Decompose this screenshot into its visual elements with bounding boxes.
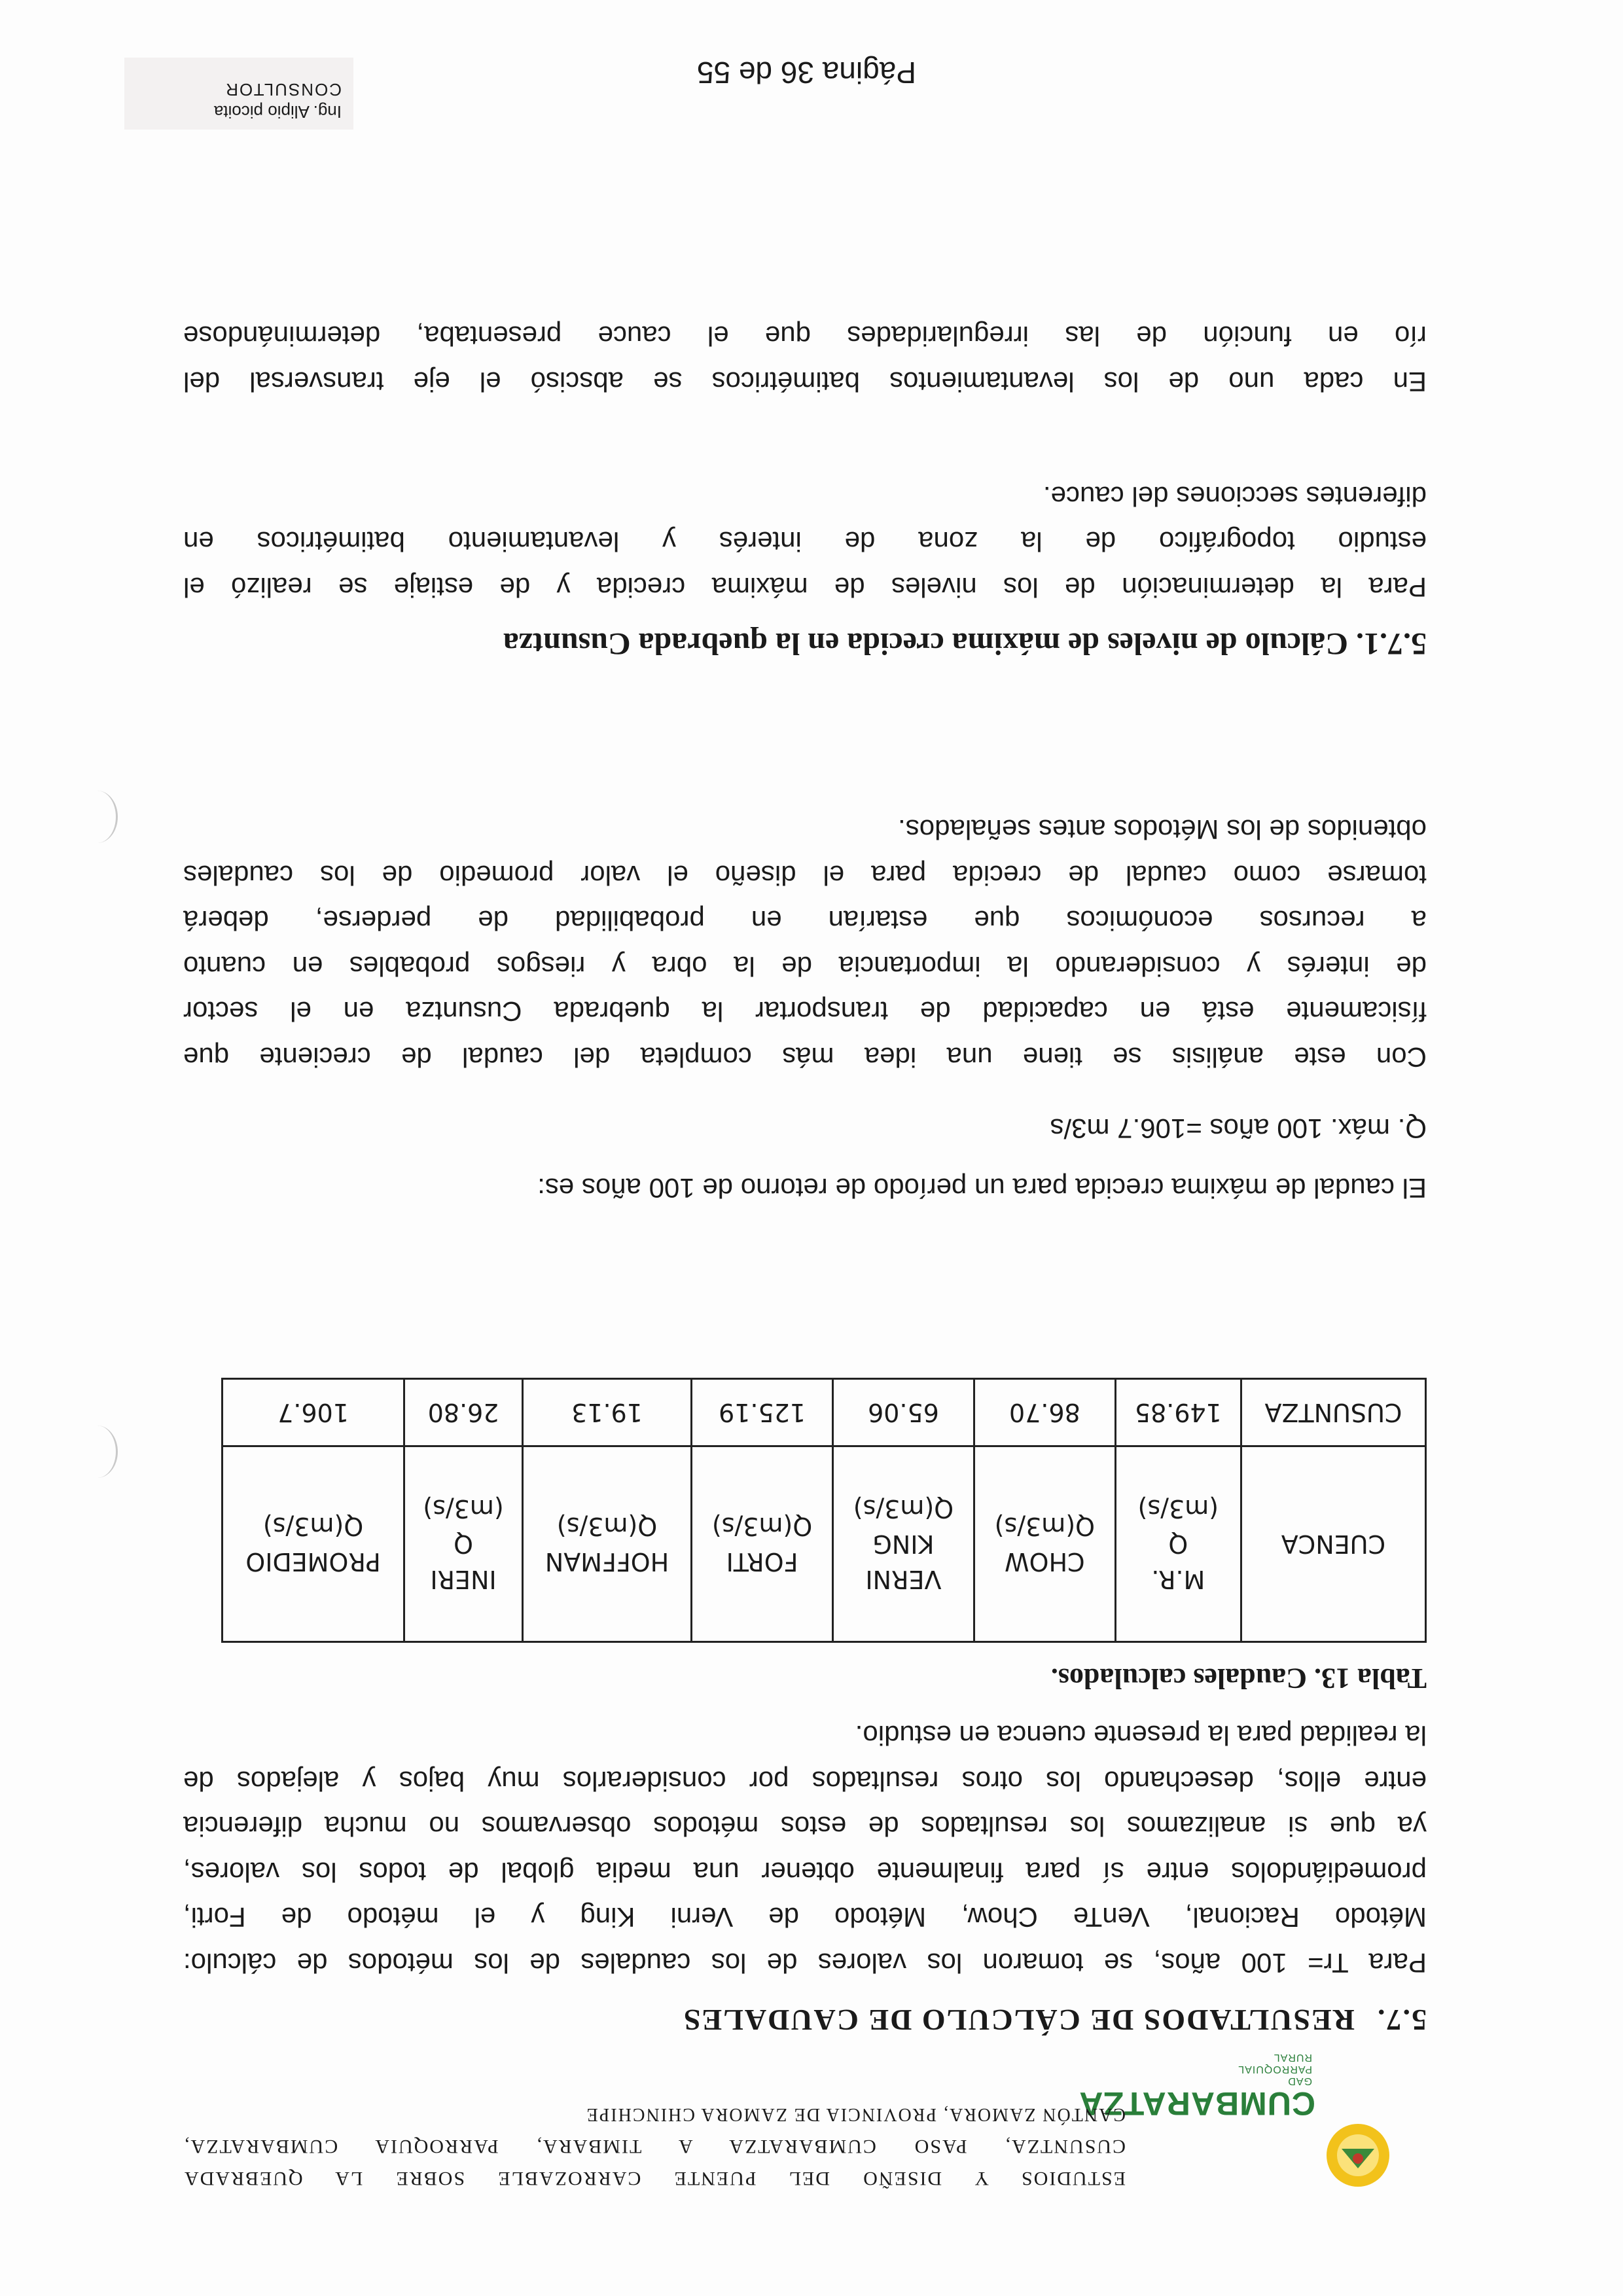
text-line: obtenidos de los Métodos antes señalados. xyxy=(898,814,1427,846)
text-line: físicamente está en capacidad de transportar la quebrada Cusuntza en el sector xyxy=(183,996,1427,1028)
flows-table xyxy=(221,1378,1427,1643)
page-number: Página 36 de 55 xyxy=(696,56,916,90)
consultant-role: CONSULTOR xyxy=(224,80,342,99)
table-row xyxy=(223,1379,1426,1446)
header-ineri: INERI Q (m3/s) xyxy=(404,1446,523,1642)
subsection-heading: 5.7.1. Cálculo de niveles de máxima crecida en la quebrada Cusuntza xyxy=(503,626,1427,661)
text-line: diferentes secciones del cauce. xyxy=(1043,481,1427,512)
text-line: la realidad para la presente cuenca en estudio. xyxy=(855,1720,1427,1751)
text-line: ya que si analizamos los resultados de estos métodos observamos no mucha diferencia xyxy=(183,1811,1427,1842)
paragraph-max-flow xyxy=(183,1166,1427,1211)
section-heading xyxy=(683,2003,1427,2037)
cell-promedio: 106.7 xyxy=(223,1379,404,1446)
cell-verni-king: 65.06 xyxy=(832,1379,974,1446)
section-number: 5.7. xyxy=(1376,2003,1427,2037)
header-promedio: PROMEDIO Q(m3/s) xyxy=(223,1446,404,1642)
cell-ineri: 26.80 xyxy=(404,1379,523,1446)
header-mr: M.R. Q (m3/s) xyxy=(1115,1446,1241,1642)
paragraph-methods xyxy=(183,1713,1427,1986)
text-line: El caudal de máxima crecida para un período de retorno de 100 años es: xyxy=(537,1173,1427,1204)
header-forti: FORTI Q(m3/s) xyxy=(692,1446,833,1642)
text-line: entre ellos, desechando los otros resultados por considerarlos muy bajos y alejados de xyxy=(183,1766,1427,1797)
paragraph-bathymetry xyxy=(183,314,1427,404)
section-title: RESULTADOS DE CÁLCULO DE CAUDALES xyxy=(682,2003,1355,2037)
binder-hole-mark xyxy=(77,1426,118,1478)
text-line: En cada uno de los levantamientos batimétricos se abscisó el eje transversal del xyxy=(183,367,1427,397)
cell-hoffman: 19.13 xyxy=(522,1379,691,1446)
consultant-name: Ing. Alipio picoita xyxy=(213,102,342,122)
cumbaratza-logo xyxy=(1079,2051,1427,2201)
text-line: Con este análisis se tiene una idea más completa del caudal de creciente que xyxy=(183,1042,1427,1073)
header-chow: CHOW Q(m3/s) xyxy=(974,1446,1115,1642)
project-title xyxy=(183,2098,1126,2195)
paragraph-levels xyxy=(183,474,1427,611)
text-line: a recursos económicos que estarían en probabilidad de perderse, deberá xyxy=(183,905,1427,937)
table-header-row xyxy=(223,1446,1426,1642)
text-line: tomarse como caudal de crecida para el diseño el valor promedio de los caudales xyxy=(183,860,1427,891)
text-line: promediándolos entre sí para finalmente obtener una media global de todos los valores, xyxy=(183,1857,1427,1888)
page-header xyxy=(183,2051,1427,2201)
text-line: estudio topográfico de la zona de interés y levantamiento batimétricos en xyxy=(183,526,1427,558)
brand-name: CUMBARATZA xyxy=(1079,2085,1315,2122)
project-title-line: CUSUNTZA, PASO CUMBARATZA A TIMBARA, PARROQUIA CUMBARATZA, xyxy=(183,2136,1126,2157)
binder-hole-mark xyxy=(77,791,118,843)
cell-forti: 125.19 xyxy=(692,1379,833,1446)
header-verni-king: VERNI KING Q(m3/s) xyxy=(832,1446,974,1642)
text-line: de interés y considerando la importancia de la obra y riesgos probables en cuanto xyxy=(183,951,1427,982)
cell-mr: 149.85 xyxy=(1115,1379,1241,1446)
max-flow-value: Q. máx. 100 años =106.7 m3/s xyxy=(1050,1113,1427,1144)
text-line: Método Racional, VenTe Chow, Método de Verni King y el método de Forti, xyxy=(183,1902,1427,1933)
project-title-line: CANTÓN ZAMORA, PROVINCIA DE ZAMORA CHINCHIPE xyxy=(585,2104,1126,2125)
text-line: Para Tr= 100 años, se tomaron los valores de los caudales de los métodos de cálculo: xyxy=(183,1948,1427,1979)
cell-chow: 86.70 xyxy=(974,1379,1115,1446)
project-title-line: ESTUDIOS Y DISEÑO DEL PUENTE CARROZABLE SOBRE LA QUEBRADA xyxy=(183,2168,1126,2189)
consultant-stamp xyxy=(124,58,353,130)
text-line: Para la determinación de los niveles de máxima crecida y de estiaje se realizó el xyxy=(183,572,1427,603)
text-line: río en función de las irregularidades que el cauce presentaba, determinándose xyxy=(183,321,1427,352)
table-caption: Tabla 13. Caudales calculados. xyxy=(1050,1662,1427,1695)
cell-cuenca: CUSUNTZA xyxy=(1241,1379,1425,1446)
header-hoffman: HOFFMAN Q(m3/s) xyxy=(522,1446,691,1642)
header-cuenca: CUENCA xyxy=(1241,1446,1425,1642)
sun-emblem-icon xyxy=(1315,2116,1400,2195)
paragraph-analysis xyxy=(183,807,1427,1080)
brand-subtitle: GAD PARROQUIAL RURAL xyxy=(1238,2052,1312,2087)
